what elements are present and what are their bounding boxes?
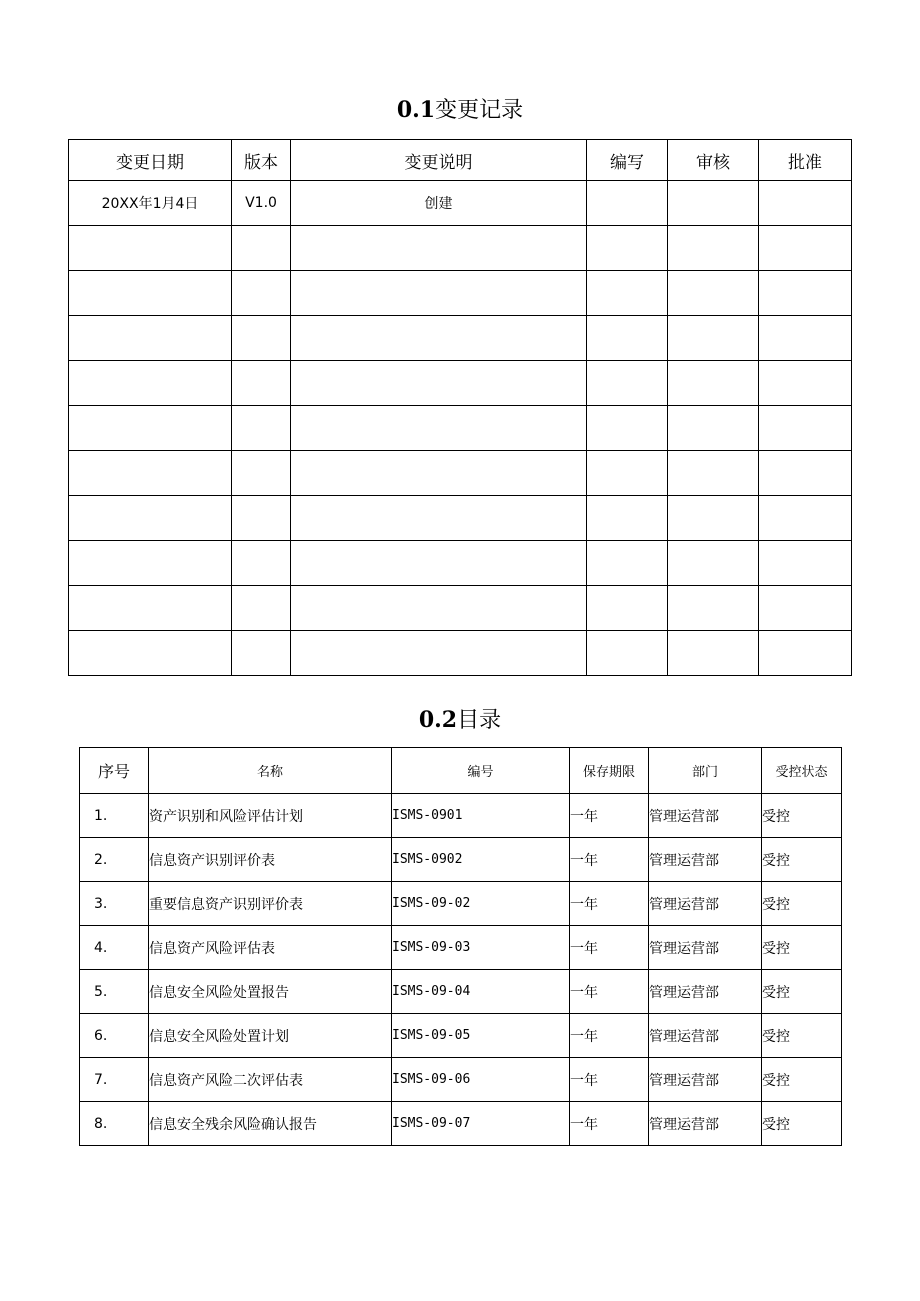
header-change-description: 变更说明	[291, 140, 587, 181]
change-record-body	[69, 181, 852, 676]
cell-version	[232, 361, 291, 406]
table-row	[69, 496, 852, 541]
cell-reviewer	[668, 271, 759, 316]
table-row	[69, 361, 852, 406]
cell-control-status: 受控	[762, 1014, 842, 1058]
cell-department: 管理运营部	[649, 1102, 762, 1146]
cell-department: 管理运营部	[649, 970, 762, 1014]
directory-body	[80, 794, 842, 1146]
cell-reviewer	[668, 406, 759, 451]
cell-approver	[759, 226, 852, 271]
table-row	[69, 451, 852, 496]
cell-change-date	[69, 406, 232, 451]
cell-reviewer	[668, 451, 759, 496]
table-row	[69, 271, 852, 316]
cell-author	[587, 631, 668, 676]
header-department: 部门	[649, 748, 762, 794]
cell-code: ISMS-0902	[392, 838, 570, 882]
cell-approver	[759, 496, 852, 541]
cell-approver	[759, 181, 852, 226]
change-record-title	[0, 95, 920, 126]
cell-reviewer	[668, 226, 759, 271]
change-record-title-text: 变更记录	[435, 98, 524, 123]
table-row	[80, 970, 842, 1014]
cell-change-description	[291, 271, 587, 316]
cell-change-description	[291, 496, 587, 541]
cell-change-date	[69, 541, 232, 586]
cell-name: 信息资产风险评估表	[149, 926, 392, 970]
cell-change-description	[291, 316, 587, 361]
cell-change-date: 20XX年1月4日	[69, 181, 232, 226]
table-row	[80, 1058, 842, 1102]
cell-change-date	[69, 316, 232, 361]
table-row	[69, 316, 852, 361]
cell-version	[232, 271, 291, 316]
table-row	[69, 406, 852, 451]
change-record-table	[68, 139, 852, 676]
cell-change-date	[69, 226, 232, 271]
directory-title	[0, 705, 920, 736]
cell-seq: 6.	[80, 1014, 149, 1058]
cell-retention: 一年	[570, 1014, 649, 1058]
cell-change-date	[69, 631, 232, 676]
cell-seq: 3.	[80, 882, 149, 926]
cell-department: 管理运营部	[649, 838, 762, 882]
cell-name: 信息安全风险处置计划	[149, 1014, 392, 1058]
cell-author	[587, 226, 668, 271]
header-approver: 批准	[759, 140, 852, 181]
cell-retention: 一年	[570, 1102, 649, 1146]
cell-department: 管理运营部	[649, 882, 762, 926]
cell-name: 重要信息资产识别评价表	[149, 882, 392, 926]
cell-change-date	[69, 361, 232, 406]
cell-control-status: 受控	[762, 882, 842, 926]
cell-retention: 一年	[570, 794, 649, 838]
cell-author	[587, 496, 668, 541]
cell-version	[232, 631, 291, 676]
cell-approver	[759, 631, 852, 676]
cell-reviewer	[668, 181, 759, 226]
cell-author	[587, 271, 668, 316]
cell-approver	[759, 271, 852, 316]
cell-approver	[759, 406, 852, 451]
cell-version: V1.0	[232, 181, 291, 226]
cell-change-description	[291, 361, 587, 406]
header-author: 编写	[587, 140, 668, 181]
cell-change-description: 创建	[291, 181, 587, 226]
cell-retention: 一年	[570, 1058, 649, 1102]
cell-control-status: 受控	[762, 1058, 842, 1102]
change-record-header-row	[69, 140, 852, 181]
cell-code: ISMS-09-04	[392, 970, 570, 1014]
cell-code: ISMS-09-03	[392, 926, 570, 970]
table-row	[69, 226, 852, 271]
cell-code: ISMS-09-05	[392, 1014, 570, 1058]
cell-change-description	[291, 631, 587, 676]
cell-change-description	[291, 406, 587, 451]
table-row	[80, 882, 842, 926]
cell-name: 信息资产识别评价表	[149, 838, 392, 882]
table-row	[80, 794, 842, 838]
directory-title-text: 目录	[457, 708, 502, 733]
cell-approver	[759, 541, 852, 586]
cell-version	[232, 496, 291, 541]
cell-retention: 一年	[570, 882, 649, 926]
cell-name: 信息安全风险处置报告	[149, 970, 392, 1014]
directory-table	[79, 747, 842, 1146]
table-row	[80, 1102, 842, 1146]
cell-approver	[759, 451, 852, 496]
cell-change-description	[291, 541, 587, 586]
cell-change-date	[69, 496, 232, 541]
cell-author	[587, 586, 668, 631]
table-row	[69, 631, 852, 676]
cell-retention: 一年	[570, 926, 649, 970]
table-row	[80, 1014, 842, 1058]
cell-author	[587, 361, 668, 406]
cell-control-status: 受控	[762, 1102, 842, 1146]
cell-control-status: 受控	[762, 970, 842, 1014]
header-version: 版本	[232, 140, 291, 181]
cell-reviewer	[668, 316, 759, 361]
header-control-status: 受控状态	[762, 748, 842, 794]
cell-approver	[759, 361, 852, 406]
cell-reviewer	[668, 361, 759, 406]
cell-reviewer	[668, 586, 759, 631]
directory-title-number: 0.2	[418, 707, 458, 733]
table-row	[69, 181, 852, 226]
cell-department: 管理运营部	[649, 1058, 762, 1102]
change-record-title-number: 0.1	[396, 97, 436, 123]
cell-code: ISMS-0901	[392, 794, 570, 838]
cell-version	[232, 226, 291, 271]
cell-author	[587, 406, 668, 451]
cell-seq: 8.	[80, 1102, 149, 1146]
cell-reviewer	[668, 541, 759, 586]
header-name: 名称	[149, 748, 392, 794]
header-retention: 保存期限	[570, 748, 649, 794]
cell-seq: 4.	[80, 926, 149, 970]
cell-approver	[759, 316, 852, 361]
header-code: 编号	[392, 748, 570, 794]
cell-approver	[759, 586, 852, 631]
header-reviewer: 审核	[668, 140, 759, 181]
cell-department: 管理运营部	[649, 794, 762, 838]
cell-version	[232, 316, 291, 361]
cell-code: ISMS-09-02	[392, 882, 570, 926]
table-row	[69, 541, 852, 586]
directory-header-row	[80, 748, 842, 794]
cell-change-date	[69, 586, 232, 631]
cell-control-status: 受控	[762, 926, 842, 970]
cell-seq: 5.	[80, 970, 149, 1014]
cell-seq: 7.	[80, 1058, 149, 1102]
cell-change-description	[291, 451, 587, 496]
cell-code: ISMS-09-07	[392, 1102, 570, 1146]
cell-department: 管理运营部	[649, 926, 762, 970]
cell-author	[587, 541, 668, 586]
cell-change-date	[69, 271, 232, 316]
header-seq: 序号	[80, 748, 149, 794]
cell-retention: 一年	[570, 970, 649, 1014]
cell-author	[587, 451, 668, 496]
table-row	[80, 838, 842, 882]
cell-version	[232, 451, 291, 496]
cell-version	[232, 406, 291, 451]
table-row	[69, 586, 852, 631]
table-row	[80, 926, 842, 970]
cell-seq: 2.	[80, 838, 149, 882]
cell-name: 信息资产风险二次评估表	[149, 1058, 392, 1102]
cell-retention: 一年	[570, 838, 649, 882]
cell-control-status: 受控	[762, 838, 842, 882]
cell-change-description	[291, 226, 587, 271]
cell-control-status: 受控	[762, 794, 842, 838]
cell-reviewer	[668, 496, 759, 541]
cell-change-description	[291, 586, 587, 631]
cell-author	[587, 181, 668, 226]
cell-author	[587, 316, 668, 361]
cell-reviewer	[668, 631, 759, 676]
cell-version	[232, 541, 291, 586]
cell-version	[232, 586, 291, 631]
cell-seq: 1.	[80, 794, 149, 838]
cell-name: 信息安全残余风险确认报告	[149, 1102, 392, 1146]
header-change-date: 变更日期	[69, 140, 232, 181]
cell-change-date	[69, 451, 232, 496]
cell-code: ISMS-09-06	[392, 1058, 570, 1102]
cell-department: 管理运营部	[649, 1014, 762, 1058]
cell-name: 资产识别和风险评估计划	[149, 794, 392, 838]
